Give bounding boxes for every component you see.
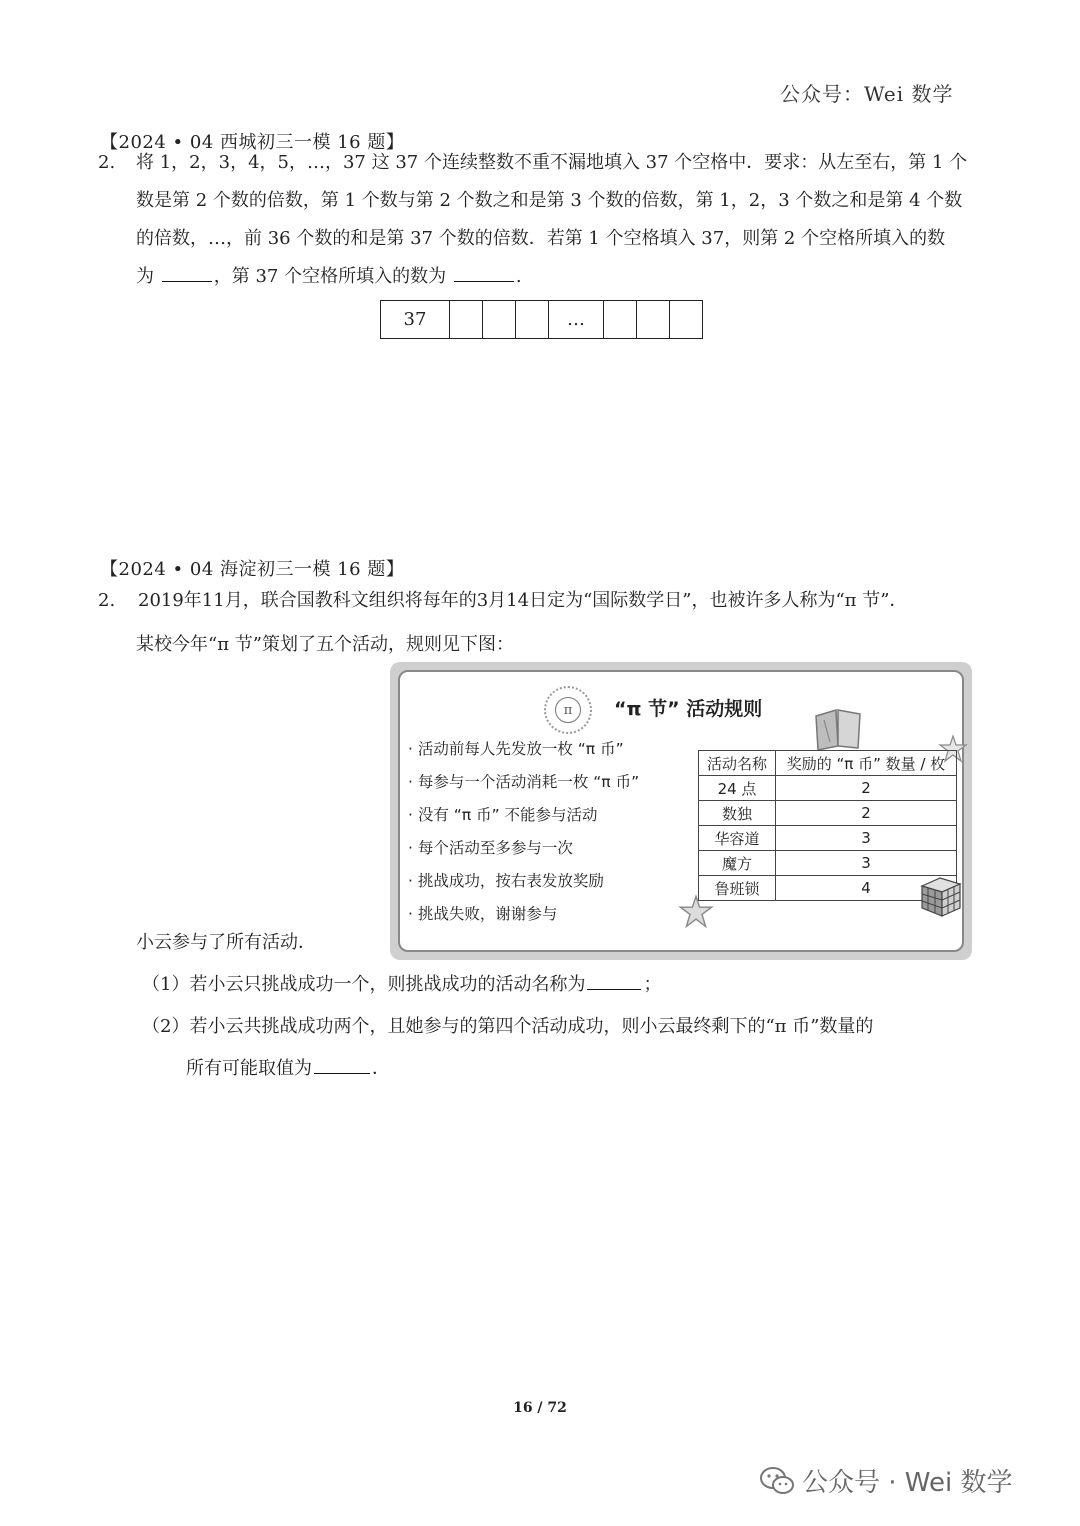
- table-cell-reward: 3: [776, 851, 957, 876]
- book-icon: [810, 706, 866, 752]
- number-box: [637, 301, 670, 338]
- table-header-reward: 奖励的 “π 币” 数量 / 枚: [776, 751, 957, 776]
- number-box: [483, 301, 516, 338]
- table-row: [699, 801, 957, 826]
- rules-card-title: “π 节” 活动规则: [614, 698, 763, 720]
- rule-item: · 每参与一个活动消耗一枚 “π 币”: [408, 773, 640, 791]
- table-cell-reward: 2: [776, 776, 957, 801]
- table-cell-reward: 2: [776, 801, 957, 826]
- pi-badge-icon: [544, 686, 592, 734]
- rules-card-inner: [398, 670, 964, 952]
- header-account-name: 公众号：Wei 数学: [780, 82, 954, 106]
- sub-question-2: （2）若小云共挑战成功两个，且她参与的第四个活动成功，则小云最终剩下的“π 币”数量的: [142, 1016, 874, 1037]
- question-2-source-tag: 【2024 • 04 海淀初三一模 16 题】: [100, 559, 405, 580]
- number-boxes-row: [380, 300, 703, 339]
- answer-blank-3[interactable]: [587, 988, 641, 990]
- table-cell-activity: 24 点: [699, 776, 776, 801]
- rule-item: · 每个活动至多参与一次: [408, 839, 573, 857]
- number-box: [604, 301, 637, 338]
- table-cell-reward: 3: [776, 826, 957, 851]
- table-row: [699, 826, 957, 851]
- table-cell-activity: 魔方: [699, 851, 776, 876]
- question-1-line-4-middle: ，第 37 个空格所填入的数为: [213, 266, 447, 287]
- question-2-number: 2.: [98, 590, 116, 611]
- reward-table-header-row: [699, 751, 957, 776]
- question-2-line-3: 小云参与了所有活动．: [136, 932, 316, 953]
- question-2-line-2: 某校今年“π 节”策划了五个活动，规则见下图：: [136, 634, 514, 655]
- page-number: 16 / 72: [513, 1400, 567, 1416]
- wechat-icon: [760, 1466, 794, 1496]
- number-box: [450, 301, 483, 338]
- table-cell-activity: 数独: [699, 801, 776, 826]
- rule-item: · 活动前每人先发放一枚 “π 币”: [408, 740, 624, 758]
- number-box: [516, 301, 549, 338]
- pi-symbol: π: [555, 697, 581, 723]
- question-2-line-1: 2019年11月，联合国教科文组织将每年的3月14日定为“国际数学日”，也被许多人称为“π 节”．: [138, 590, 908, 611]
- table-cell-activity: 华容道: [699, 826, 776, 851]
- sub-question-1-text: （1）若小云只挑战成功一个，则挑战成功的活动名称为: [142, 974, 586, 995]
- sub-question-2-text: 所有可能取值为: [186, 1058, 312, 1079]
- pi-day-rules-card: [390, 662, 972, 960]
- question-1-source-tag: 【2024 • 04 西城初三一模 16 题】: [100, 132, 405, 153]
- rubiks-cube-icon: [916, 872, 966, 922]
- number-box-ellipsis: …: [549, 301, 604, 338]
- answer-blank-2[interactable]: [454, 280, 514, 282]
- sub-question-1-end: ；: [643, 974, 662, 995]
- question-1-line-4-start: 为: [136, 266, 154, 287]
- question-1-line-1: 将 1，2，3，4，5，…，37 这 37 个连续整数不重不漏地填入 37 个空格中．要求：从左至右，第 1 个: [136, 152, 968, 173]
- question-1-line-4-end: .: [515, 266, 522, 287]
- table-cell-reward: 4: [776, 876, 957, 901]
- rule-item: · 挑战失败，谢谢参与: [408, 905, 558, 923]
- question-1-line-2: 数是第 2 个数的倍数，第 1 个数与第 2 个数之和是第 3 个数的倍数，第 1，2，3 个数之和是第 4 个数: [136, 190, 963, 211]
- sub-question-2-line-2: [186, 1050, 390, 1087]
- question-1-line-4: [136, 258, 522, 295]
- sub-question-2-end: ．: [372, 1058, 390, 1079]
- rule-item: · 挑战成功，按右表发放奖励: [408, 872, 604, 890]
- rule-item: · 没有 “π 币” 不能参与活动: [408, 806, 598, 824]
- table-header-activity: 活动名称: [699, 751, 776, 776]
- answer-blank-1[interactable]: [162, 280, 212, 282]
- watermark-text: 公众号 · Wei 数学: [802, 1468, 1013, 1498]
- number-box: 37: [381, 301, 450, 338]
- answer-blank-4[interactable]: [314, 1072, 370, 1074]
- table-cell-activity: 鲁班锁: [699, 876, 776, 901]
- watermark: [760, 1462, 1012, 1499]
- question-1-number: 2.: [98, 152, 116, 173]
- table-row: [699, 776, 957, 801]
- sub-question-1: [142, 966, 661, 1003]
- number-box: [670, 301, 702, 338]
- question-1-line-3: 的倍数，…，前 36 个数的和是第 37 个数的倍数．若第 1 个空格填入 37，则第 2 个空格所填入的数: [136, 228, 946, 249]
